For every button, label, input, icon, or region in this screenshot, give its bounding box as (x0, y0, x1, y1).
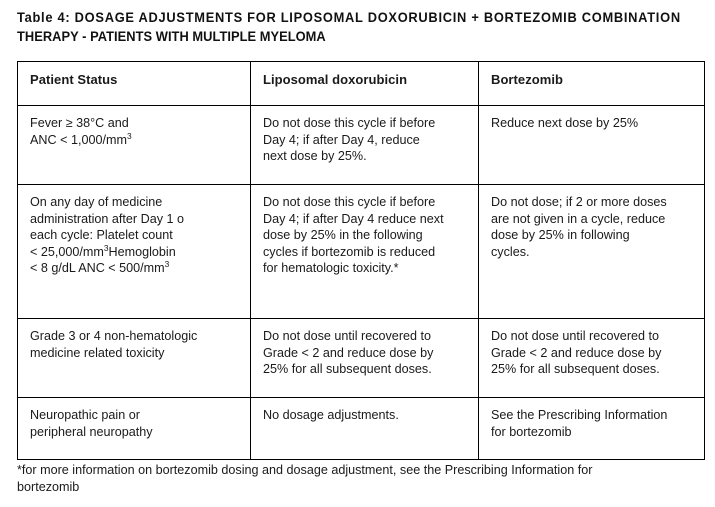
text-line: for bortezomib (491, 424, 572, 439)
cell-bortezomib (479, 319, 705, 398)
text-line: On any day of medicine (30, 195, 163, 209)
superscript: 3 (103, 242, 109, 253)
text-line: cycles. (491, 244, 530, 259)
table-title-line-2: THERAPY - PATIENTS WITH MULTIPLE MYELOMA (17, 29, 326, 44)
table-row (18, 185, 705, 319)
column-header-patient-status: Patient Status (18, 62, 251, 106)
text-line: for hematologic toxicity.* (263, 261, 399, 276)
text-line (30, 132, 240, 149)
table-row (18, 319, 705, 398)
text-line: Do not dose; if 2 or more doses (491, 195, 667, 209)
column-header-liposomal-doxorubicin: Liposomal doxorubicin (251, 62, 479, 106)
text-fragment: < 25,000/mm (30, 244, 104, 259)
text-fragment: Hemoglobin (108, 244, 176, 259)
text-line: Do not dose this cycle if before (263, 116, 436, 130)
cell-liposomal-doxorubicin (251, 319, 479, 398)
text-line: Grade 3 or 4 non-hematologic (30, 329, 198, 343)
text-line: See the Prescribing Information (491, 408, 668, 422)
footnote-line-2: bortezomib (17, 480, 80, 494)
table-footnote (17, 462, 707, 496)
text-line: Reduce next dose by 25% (491, 116, 639, 130)
text-line: dose by 25% in following (491, 228, 630, 243)
cell-patient-status (18, 106, 251, 185)
cell-patient-status (18, 319, 251, 398)
column-header-bortezomib: Bortezomib (479, 62, 705, 106)
text-line (30, 260, 240, 277)
table-header-row (18, 62, 705, 106)
cell-patient-status (18, 185, 251, 319)
text-line: each cycle: Platelet count (30, 228, 173, 243)
cell-patient-status (18, 398, 251, 460)
text-line: Do not dose until recovered to (263, 329, 432, 343)
cell-bortezomib (479, 398, 705, 460)
superscript: 3 (164, 259, 170, 270)
superscript: 3 (126, 130, 132, 141)
table-title (17, 8, 681, 46)
text-line: 25% for all subsequent doses. (491, 362, 660, 377)
text-fragment: ANC < 1,000/mm (30, 132, 127, 147)
text-line: Neuropathic pain or (30, 408, 140, 422)
text-line: medicine related toxicity (30, 345, 165, 360)
text-line: administration after Day 1 o (30, 211, 184, 226)
table-title-line-1: Table 4: DOSAGE ADJUSTMENTS FOR LIPOSOMAL DOXORUBICIN + BORTEZOMIB COMBINATION (17, 10, 681, 25)
text-line (30, 244, 240, 261)
text-line: Fever ≥ 38°C and (30, 116, 129, 130)
cell-bortezomib (479, 185, 705, 319)
text-line: Grade < 2 and reduce dose by (491, 345, 662, 360)
footnote-line-1: *for more information on bortezomib dosing and dosage adjustment, see the Prescribing Information for (17, 463, 593, 477)
dosage-adjustments-table (17, 61, 705, 460)
text-line: Day 4; if after Day 4 reduce next (263, 211, 444, 226)
text-line: dose by 25% in the following (263, 228, 423, 243)
cell-liposomal-doxorubicin (251, 398, 479, 460)
text-line: Day 4; if after Day 4, reduce (263, 132, 420, 147)
table-row (18, 398, 705, 460)
cell-liposomal-doxorubicin (251, 106, 479, 185)
text-line: Do not dose this cycle if before (263, 195, 436, 209)
text-line: Grade < 2 and reduce dose by (263, 345, 434, 360)
table-row (18, 106, 705, 185)
text-line: Do not dose until recovered to (491, 329, 660, 343)
text-line: are not given in a cycle, reduce (491, 211, 666, 226)
text-line: cycles if bortezomib is reduced (263, 244, 436, 259)
text-line: No dosage adjustments. (263, 408, 399, 422)
text-line: next dose by 25%. (263, 149, 367, 164)
cell-liposomal-doxorubicin (251, 185, 479, 319)
text-fragment: < 8 g/dL ANC < 500/mm (30, 261, 165, 276)
text-line: peripheral neuropathy (30, 424, 153, 439)
text-line: 25% for all subsequent doses. (263, 362, 432, 377)
cell-bortezomib (479, 106, 705, 185)
